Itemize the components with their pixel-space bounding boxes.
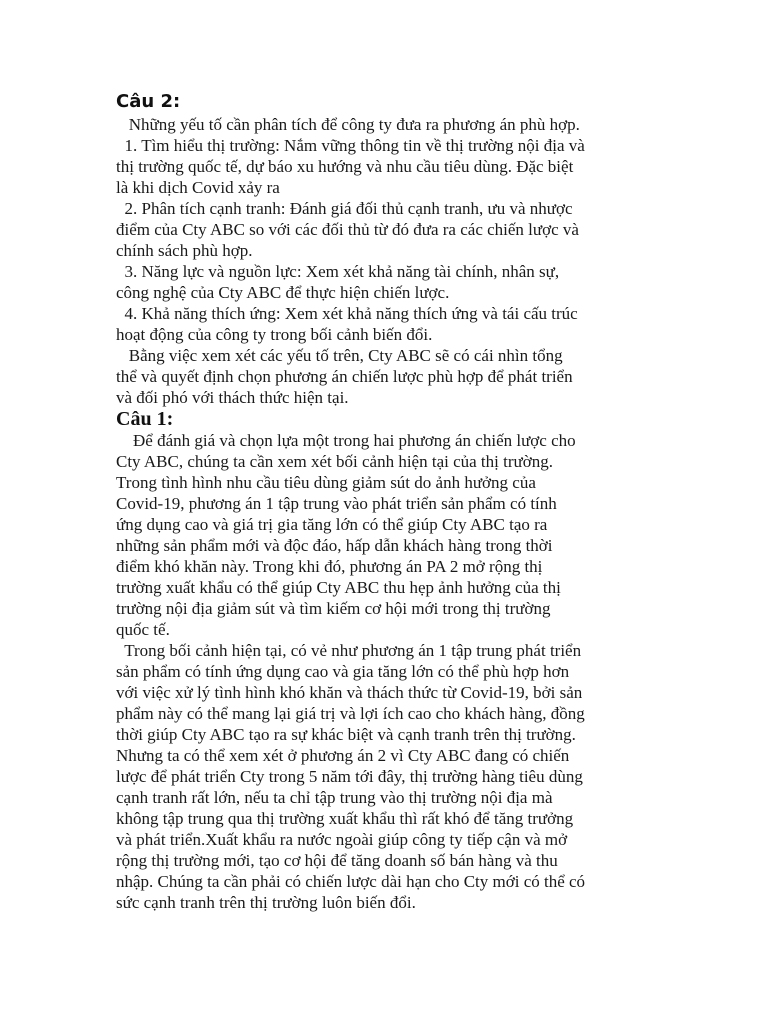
conclusion-line: và đối phó với thách thức hiện tại. <box>116 388 349 407</box>
paragraph-line: những sản phẩm mới và độc đáo, hấp dẫn khách hàng trong thời <box>116 536 553 555</box>
paragraph-line: sản phẩm có tính ứng dụng cao và gia tăng lớn có thể phù hợp hơn <box>116 662 570 681</box>
paragraph-line: quốc tế. <box>116 620 170 639</box>
factor-item-2-line: chính sách phù hợp. <box>116 241 253 260</box>
conclusion-line: Bằng việc xem xét các yếu tố trên, Cty ABC sẽ có cái nhìn tổng <box>116 346 563 365</box>
factor-item-3-line: 3. Năng lực và nguồn lực: Xem xét khả năng tài chính, nhân sự, <box>116 262 560 281</box>
question-1-paragraph-2 <box>116 640 656 913</box>
factor-item-1-line: thị trường quốc tế, dự báo xu hướng và nhu cầu tiêu dùng. Đặc biệt <box>116 157 574 176</box>
paragraph-line: lược để phát triển Cty trong 5 năm tới đây, thị trường hàng tiêu dùng <box>116 767 583 786</box>
factor-item-2 <box>116 198 656 261</box>
paragraph-line: phẩm này có thể mang lại giá trị và lợi ích cao cho khách hàng, đồng <box>116 704 585 723</box>
question-2-conclusion <box>116 345 656 408</box>
question-1-paragraph-1 <box>116 430 656 640</box>
paragraph-line: và phát triển.Xuất khẩu ra nước ngoài giúp công ty tiếp cận và mở <box>116 830 568 849</box>
paragraph-line: Nhưng ta có thể xem xét ở phương án 2 vì Cty ABC đang có chiến <box>116 746 570 765</box>
factor-item-2-line: 2. Phân tích cạnh tranh: Đánh giá đối thủ cạnh tranh, ưu và nhược <box>116 199 573 218</box>
document-body <box>116 90 656 913</box>
factor-item-4 <box>116 303 656 345</box>
paragraph-line: sức cạnh tranh trên thị trường luôn biến đổi. <box>116 893 416 912</box>
question-1-heading: Câu 1: <box>116 408 174 430</box>
factor-item-3-line: công nghệ của Cty ABC để thực hiện chiến lược. <box>116 283 450 302</box>
paragraph-line: trường xuất khẩu có thể giúp Cty ABC thu hẹp ảnh hưởng của thị <box>116 578 561 597</box>
paragraph-line: không tập trung qua thị trường xuất khẩu thì rất khó để tăng trưởng <box>116 809 574 828</box>
paragraph-line: Covid-19, phương án 1 tập trung vào phát triển sản phẩm có tính <box>116 494 557 513</box>
paragraph-line: điểm khó khăn này. Trong khi đó, phương án PA 2 mở rộng thị <box>116 557 543 576</box>
paragraph-line: Để đánh giá và chọn lựa một trong hai phương án chiến lược cho <box>116 431 576 450</box>
paragraph-line: ứng dụng cao và giá trị gia tăng lớn có thể giúp Cty ABC tạo ra <box>116 515 548 534</box>
paragraph-line: trường nội địa giảm sút và tìm kiếm cơ hội mới trong thị trường <box>116 599 551 618</box>
factor-item-4-line: 4. Khả năng thích ứng: Xem xét khả năng thích ứng và tái cấu trúc <box>116 304 578 323</box>
paragraph-line: rộng thị trường mới, tạo cơ hội để tăng doanh số bán hàng và thu <box>116 851 558 870</box>
question-2-heading: Câu 2: <box>116 91 181 112</box>
paragraph-line: cạnh tranh rất lớn, nếu ta chỉ tập trung vào thị trường nội địa mà <box>116 788 553 807</box>
paragraph-line: nhập. Chúng ta cần phải có chiến lược dài hạn cho Cty mới có thể có <box>116 872 586 891</box>
paragraph-line: Trong tình hình nhu cầu tiêu dùng giảm sút do ảnh hưởng của <box>116 473 536 492</box>
paragraph-line: thời giúp Cty ABC tạo ra sự khác biệt và cạnh tranh trên thị trường. <box>116 725 576 744</box>
factor-item-2-line: điểm của Cty ABC so với các đối thủ từ đó đưa ra các chiến lược và <box>116 220 579 239</box>
question-2-intro: Những yếu tố cần phân tích để công ty đưa ra phương án phù hợp. <box>116 115 580 134</box>
factor-item-4-line: hoạt động của công ty trong bối cảnh biến đổi. <box>116 325 433 344</box>
factor-item-1 <box>116 135 656 198</box>
paragraph-line: với việc xử lý tình hình khó khăn và thách thức từ Covid-19, bởi sản <box>116 683 583 702</box>
factor-item-3 <box>116 261 656 303</box>
conclusion-line: thể và quyết định chọn phương án chiến lược phù hợp để phát triển <box>116 367 573 386</box>
factor-item-1-line: 1. Tìm hiểu thị trường: Nắm vững thông tin về thị trường nội địa và <box>116 136 585 155</box>
factor-item-1-line: là khi dịch Covid xảy ra <box>116 178 280 197</box>
paragraph-line: Trong bối cảnh hiện tại, có vẻ như phương án 1 tập trung phát triển <box>116 641 582 660</box>
paragraph-line: Cty ABC, chúng ta cần xem xét bối cảnh hiện tại của thị trường. <box>116 452 553 471</box>
